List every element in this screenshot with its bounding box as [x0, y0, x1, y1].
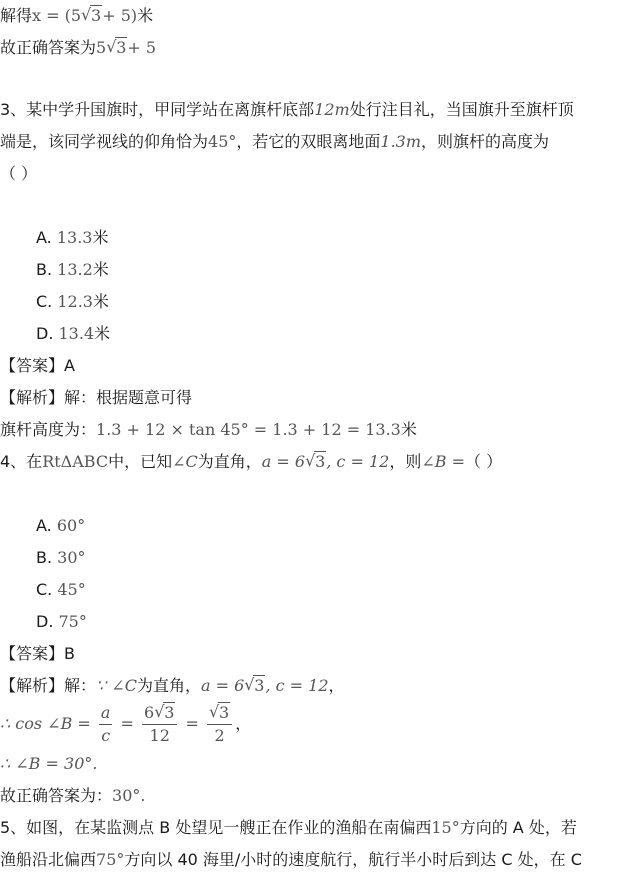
q3-option-d: D. 13.4米 — [36, 324, 111, 343]
sqrt-symbol: √ 3 — [106, 36, 127, 60]
q3-calculation: 旗杆高度为：1.3 + 12 × tan 45° = 1.3 + 12 = 13.3米 — [0, 420, 417, 439]
q3-answer: 【答案】A — [0, 356, 75, 375]
fraction-6sqrt3-over-12: $\frac{6√ 3}{12}$ — [142, 702, 177, 747]
q4-final-answer: 故正确答案为：30°. — [0, 786, 146, 805]
q4-option-a: A. 60° — [36, 516, 86, 535]
q3-option-c: C. 12.3米 — [36, 292, 109, 311]
q4-analysis: 【解析】解：∵ ∠C为直角，a = 6√ 3, c = 12， — [0, 674, 345, 698]
q3-option-a: A. 13.3米 — [36, 228, 109, 247]
sqrt-symbol: √ 3 — [81, 4, 102, 28]
q5-stem-line-1: 5、如图，在某监测点 B 处望见一艘正在作业的渔船在南偏西15°方向的 A 处，若 — [0, 818, 577, 837]
q4-option-c: C. 45° — [36, 580, 86, 599]
q4-answer: 【答案】B — [0, 644, 75, 663]
q4-option-b: B. 30° — [36, 548, 86, 567]
q3-option-b: B. 13.2米 — [36, 260, 109, 279]
q4-result: ∴ ∠B = 30°. — [0, 754, 98, 773]
q3-stem-line-2: 端是，该同学视线的仰角恰为45°，若它的双眼离地面1.3m，则旗杆的高度为 — [0, 132, 550, 151]
q5-stem-line-2: 渔船沿北偏西75°方向以 40 海里/小时的速度航行，航行半小时后到达 C 处，在 C — [0, 850, 582, 869]
solution-line-1: 解得x = (5√ 3+ 5)米 — [0, 4, 153, 28]
q4-stem: 4、在RtΔABC中，已知∠C为直角，a = 6√ 3, c = 12，则∠B =（ ） — [0, 450, 502, 474]
q3-analysis: 【解析】解：根据题意可得 — [0, 388, 193, 407]
sqrt-symbol: √ 3 — [244, 674, 265, 698]
q4-option-d: D. 75° — [36, 612, 87, 631]
fraction-a-over-c: $\frac{a}{c}$ — [100, 703, 111, 745]
q3-stem-line-1: 3、某中学升国旗时，甲同学站在离旗杆底部12m处行注目礼，当国旗升至旗杆顶 — [0, 100, 574, 119]
sqrt-symbol: √ 3 — [154, 702, 175, 724]
sqrt-symbol: √ 3 — [305, 450, 326, 474]
q4-cos-equation: ∴ cos ∠B = $\frac{a}{c}$ = $\frac{6√ 3}{12}$ = √ $\frac{3}{2}$ ， — [0, 700, 251, 748]
sqrt-symbol: √ 3 — [209, 702, 230, 724]
solution-line-2: 故正确答案为5√ 3+ 5 — [0, 36, 156, 60]
q3-stem-line-3: （ ） — [0, 164, 38, 183]
fraction-sqrt3-over-2: √ $\frac{3}{2}$ — [207, 702, 232, 747]
